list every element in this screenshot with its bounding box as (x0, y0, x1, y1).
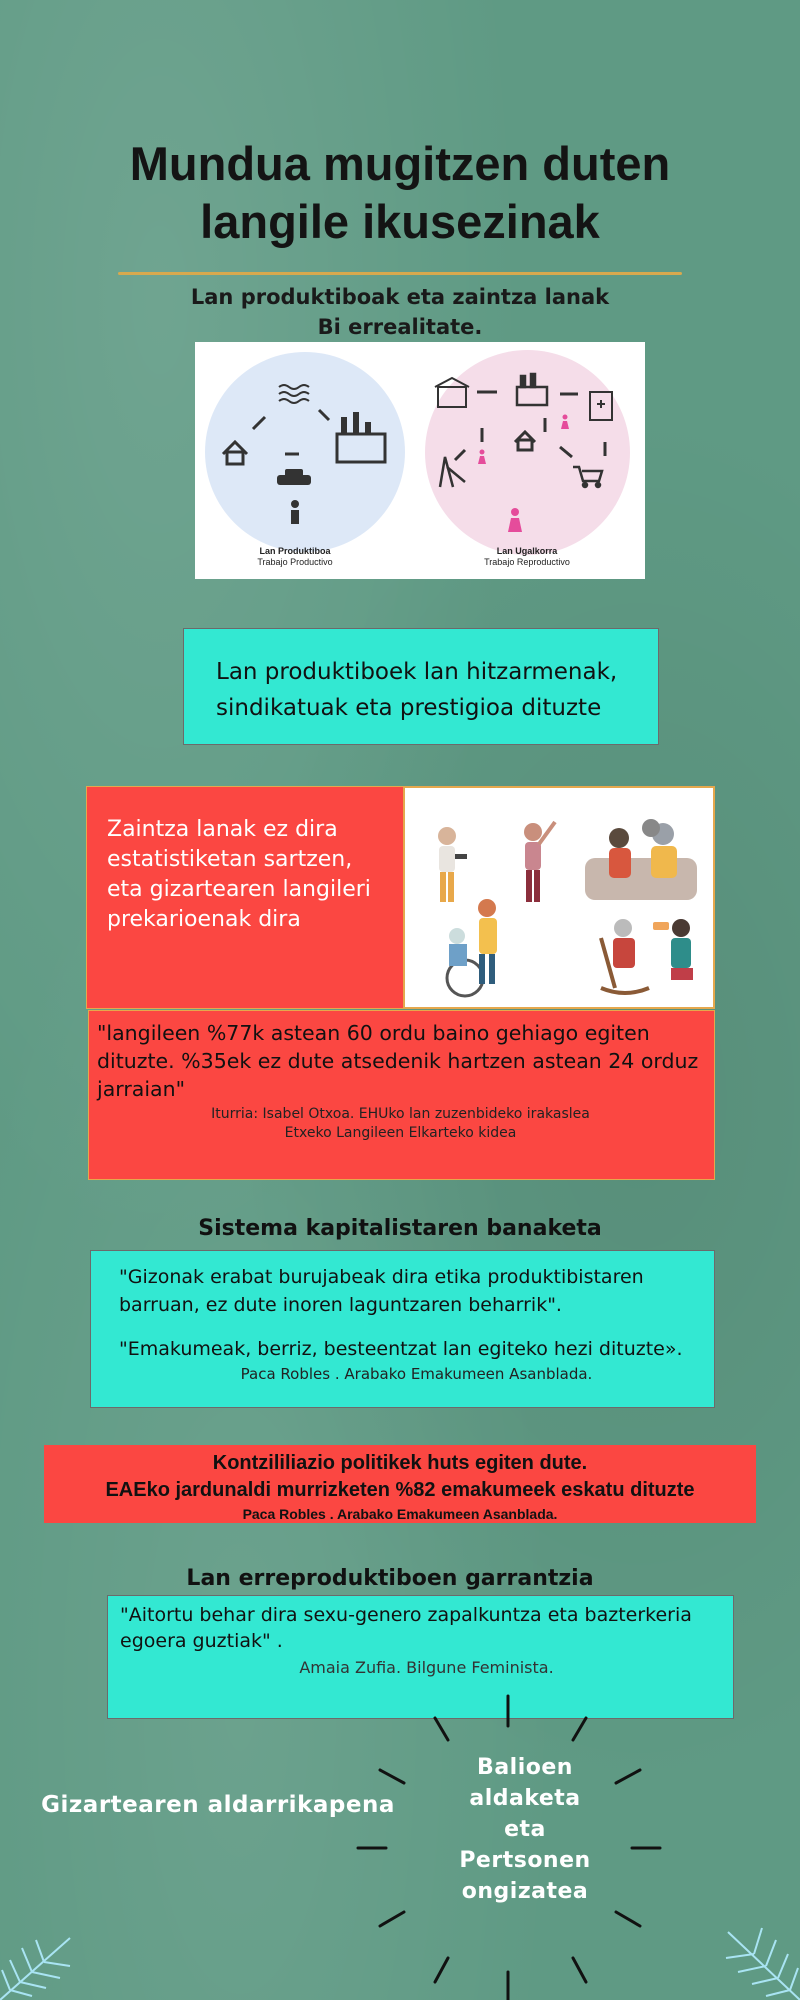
burst-line-4: Pertsonen (459, 1848, 591, 1873)
work-types-illustration (195, 342, 645, 579)
exercising-man-icon (438, 827, 467, 902)
car-icon (277, 469, 311, 485)
statistics-box (88, 1010, 715, 1180)
statistics-source (97, 1105, 704, 1143)
cart-icon (573, 467, 602, 487)
leaf-decoration-right-icon (720, 1920, 800, 2000)
school-icon (435, 378, 469, 407)
title-line-2: langile ikusezinak (200, 195, 600, 248)
title-underline (118, 272, 682, 275)
work-icons (195, 342, 645, 579)
capitalist-source: Paca Robles . Arabako Emakumeen Asanblada. (240, 1365, 593, 1383)
conciliation-box (44, 1445, 756, 1523)
burst-line-2: aldaketa (469, 1786, 581, 1811)
burst-text (430, 1752, 620, 1907)
reproductive-heading: Lan erreproduktiboen garrantzia (186, 1566, 594, 1591)
couple-on-sofa-icon (585, 819, 697, 900)
capitalist-quote-1: "Gizonak erabat burujabeak dira etika produktibistaren barruan, ez dute inoren laguntzaren beharrik". (119, 1266, 644, 1316)
care-work-text: Zaintza lanak ez dira estatistiketan sartzen, eta gizartearen langileri prekarioenak dira (107, 817, 371, 932)
burst-line-1: Balioen (477, 1755, 573, 1780)
productive-line-1: Lan produktiboek lan hitzarmenak, (216, 659, 618, 685)
house-right-icon (515, 432, 535, 450)
statistics-source-line-2: Etxeko Langileen Elkarteko kidea (284, 1125, 517, 1141)
subtitle-line-1: Lan produktiboak eta zaintza lanak (190, 285, 610, 309)
burst-line-3: eta (504, 1817, 546, 1842)
conciliation-line-2: EAEko jardunaldi murrizketen %82 emakumeek eskatu dituzte (105, 1479, 695, 1501)
productive-sublabel: Trabajo Productivo (257, 557, 333, 567)
statistics-source-line-1: Iturria: Isabel Otxoa. EHUko lan zuzenbideko irakaslea (211, 1106, 590, 1122)
productive-line-2: sindikatuak eta prestigioa dituzte (216, 695, 602, 721)
conciliation-source: Paca Robles . Arabako Emakumeen Asanblada. (242, 1506, 558, 1522)
care-illustration (403, 786, 715, 1009)
reproductive-label: Lan Ugalkorra (496, 546, 558, 556)
factory-right-icon (517, 374, 547, 405)
statistics-quote: "langileen %77k astean 60 ordu baino gehiago egiten dituzte. %35ek ez dute atsedenik hartzen astean 24 orduz jarraian" (97, 1021, 699, 1101)
society-claim: Gizartearen aldarrikapena (41, 1792, 395, 1818)
capitalist-box (90, 1250, 715, 1408)
page-title (80, 135, 720, 251)
stretching-woman-icon (524, 822, 555, 902)
productive-work-box (183, 628, 659, 745)
capitalist-quote-2: "Emakumeak, berriz, besteentzat lan egiteko hezi dituzte». (119, 1338, 683, 1360)
conciliation-line-1: Kontzililiazio politikek huts egiten dute. (212, 1452, 588, 1474)
burst-line-5: ongizatea (461, 1879, 589, 1904)
subtitle-line-2: Bi errealitate. (317, 315, 483, 339)
factory-icon (337, 412, 385, 462)
care-work-box (86, 786, 404, 1009)
hospital-icon (590, 392, 612, 420)
leaf-decoration-left-icon (0, 1930, 80, 2000)
capitalist-heading: Sistema kapitalistaren banaketa (198, 1216, 602, 1241)
arrow-icons (253, 410, 329, 454)
subtitle (150, 282, 650, 342)
wheelchair-icon (447, 899, 497, 996)
care-scene (405, 788, 713, 1007)
reproductive-sublabel: Trabajo Reproductivo (484, 557, 570, 567)
rocking-chair-icon (601, 919, 693, 993)
waves-icon (279, 385, 309, 403)
house-icon (223, 442, 247, 464)
playground-icon (440, 457, 465, 487)
person-icon (291, 500, 299, 524)
reproductive-source: Amaia Zufia. Bilgune Feminista. (299, 1658, 554, 1677)
title-line-1: Mundua mugitzen duten (129, 137, 671, 190)
productive-label: Lan Produktiboa (259, 546, 331, 556)
reproductive-quote: "Aitortu behar dira sexu-genero zapalkuntza eta bazterkeria egoera guztiak" . (120, 1604, 692, 1652)
